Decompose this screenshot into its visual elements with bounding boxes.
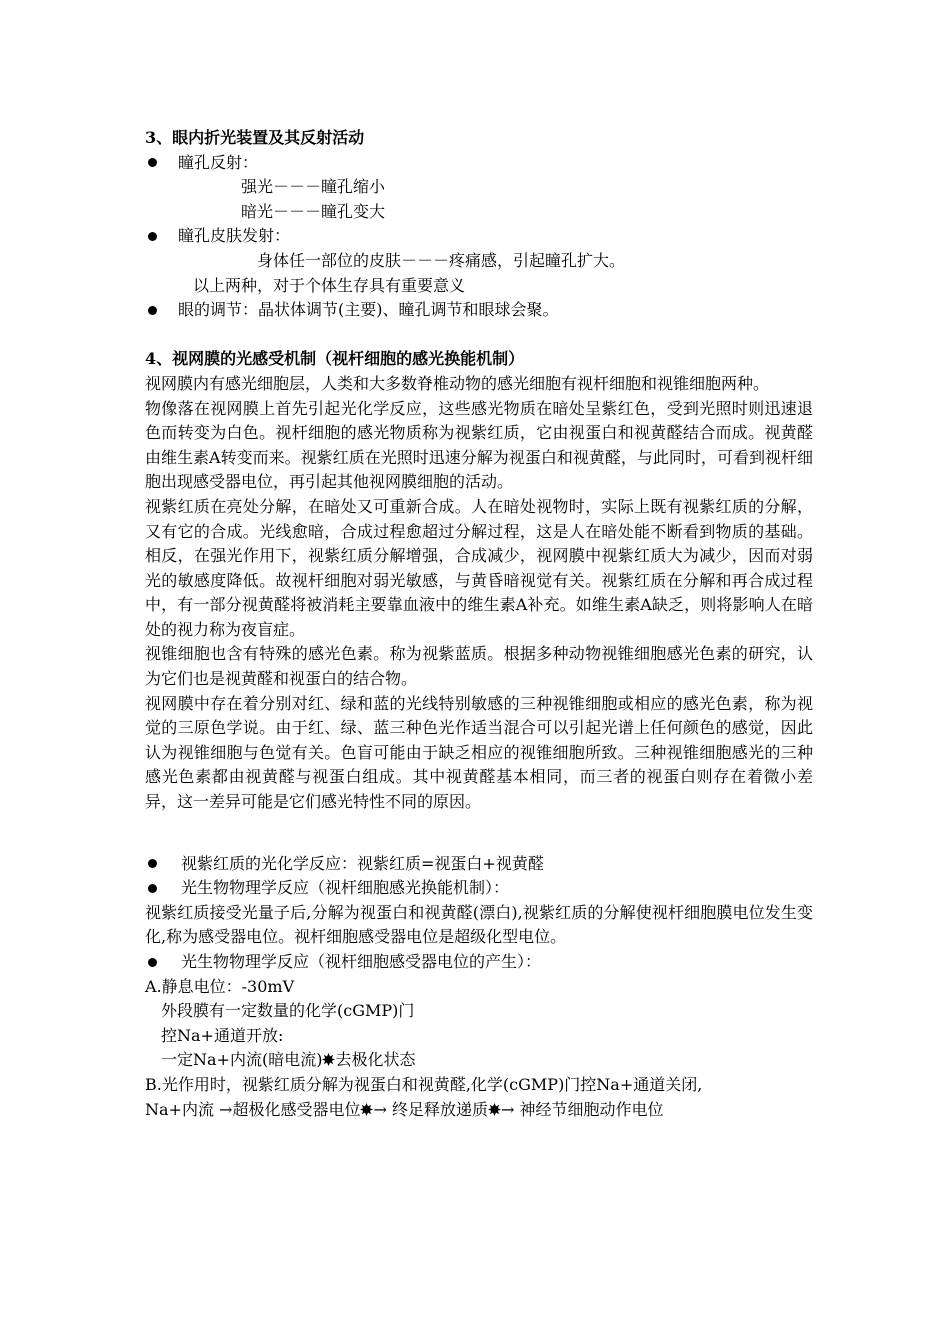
paragraph-photoreceptor-layer: 视网膜内有感光细胞层，人类和大多数脊椎动物的感光细胞有视杆细胞和视锥细胞两种。: [145, 373, 770, 393]
bullet-dot-icon: [148, 859, 157, 868]
resting-potential-title: A.静息电位：-30mV: [145, 976, 295, 996]
dim-light-line: 暗光－－－瞳孔变大: [241, 201, 386, 221]
bullet-dot-icon: [148, 884, 157, 893]
light-action-line-2: Na+内流 →超极化感受器电位 → 终足释放递质 → 神经节细胞动作电位: [145, 1099, 664, 1119]
significance-note: 以上两种，对于个体生存具有重要意义: [193, 275, 466, 295]
paragraph-cone-pigment: 视锥细胞也含有特殊的感光色素。称为视紫蓝质。根据多种动物视锥细胞感光色素的研究，认为它们也是视黄醛和视蛋白的结合物。: [145, 644, 813, 689]
paragraph-photochemical-reaction: 物像落在视网膜上首先引起光化学反应，这些感光物质在暗处呈紫红色，受到光照时则迅速退色而转变为白色。视杆细胞的感光物质称为视紫红质，它由视蛋白和视黄醛结合而成。视黄醛由维生素A转变而来。视紫红质在光照时迅速分解为视蛋白和视黄醛，与此同时，可看到视杆细胞出现感受器电位，再引起其他视网膜细胞的活动。: [145, 398, 813, 492]
document-page: [145, 126, 813, 1122]
starburst-icon: [488, 1103, 501, 1116]
light-action-line-1: B.光作用时，视紫红质分解为视蛋白和视黄醛,化学(cGMP)门控Na+通道关闭,: [145, 1074, 703, 1094]
resting-line-2: 控Na+通道开放:: [161, 1025, 284, 1045]
bullet-photochemical: 视紫红质的光化学反应：视紫红质=视蛋白+视黄醛: [145, 852, 813, 877]
bullet-dot-icon: [148, 232, 157, 241]
starburst-icon: [360, 1103, 373, 1116]
resting-line-1: 外段膜有一定数量的化学(cGMP)门: [161, 1001, 415, 1021]
bullet-pupil-reflex: 瞳孔反射：: [145, 151, 813, 176]
bullet-biophysical-receptor-potential: 光生物物理学反应（视杆细胞感受器电位的产生）：: [145, 950, 813, 975]
starburst-icon: [322, 1053, 335, 1066]
bullet-dot-icon: [148, 306, 157, 315]
paragraph-trichromatic-theory: 视网膜中存在着分别对红、绿和蓝的光线特别敏感的三种视锥细胞或相应的感光色素，称为视觉的三原色学说。由于红、绿、蓝三种色光作适当混合可以引起光谱上任何颜色的感觉，因此认为视锥细胞与色觉有关。色盲可能由于缺乏相应的视锥细胞所致。三种视锥细胞感光的三种感光色素都由视黄醛与视蛋白组成。其中视黄醛基本相同，而三者的视蛋白则存在着微小差异，这一差异可能是它们感光特性不同的原因。: [145, 693, 813, 812]
bullet-eye-accommodation: 眼的调节：晶状体调节(主要)、瞳孔调节和眼球会聚。: [145, 298, 813, 323]
paragraph-rhodopsin-cycle: 视紫红质在亮处分解，在暗处又可重新合成。人在暗处视物时，实际上既有视紫红质的分解，又有它的合成。光线愈暗，合成过程愈超过分解过程，这是人在暗处能不断看到物质的基础。相反，在强光作用下，视紫红质分解增强，合成减少，视网膜中视紫红质大为减少，因而对弱光的敏感度降低。故视杆细胞对弱光敏感，与黄昏暗视觉有关。视紫红质在分解和再合成过程中，有一部分视黄醛将被消耗主要靠血液中的维生素A补充。如维生素A缺乏，则将影响人在暗处的视力称为夜盲症。: [145, 496, 813, 639]
skin-pain-line: 身体任一部位的皮肤－－－疼痛感，引起瞳孔扩大。: [257, 250, 626, 270]
bullet-biophysical-transduction: 光生物物理学反应（视杆细胞感光换能机制）：: [145, 876, 813, 901]
section-4-title: 4、视网膜的光感受机制（视杆细胞的感光换能机制）: [145, 349, 525, 369]
bullet-pupil-skin-reflex: 瞳孔皮肤发射：: [145, 224, 813, 249]
bullet-dot-icon: [148, 158, 157, 167]
bullet-dot-icon: [148, 958, 157, 967]
resting-line-3: 一定Na+内流(暗电流) 去极化状态: [161, 1050, 416, 1070]
paragraph-receptor-potential: 视紫红质接受光量子后,分解为视蛋白和视黄醛(漂白),视紫红质的分解使视杆细胞膜电位发生变化,称为感受器电位。视杆细胞感受器电位是超级化型电位。: [145, 902, 813, 947]
strong-light-line: 强光－－－瞳孔缩小: [241, 177, 386, 197]
section-3-title: 3、眼内折光装置及其反射活动: [145, 128, 365, 147]
